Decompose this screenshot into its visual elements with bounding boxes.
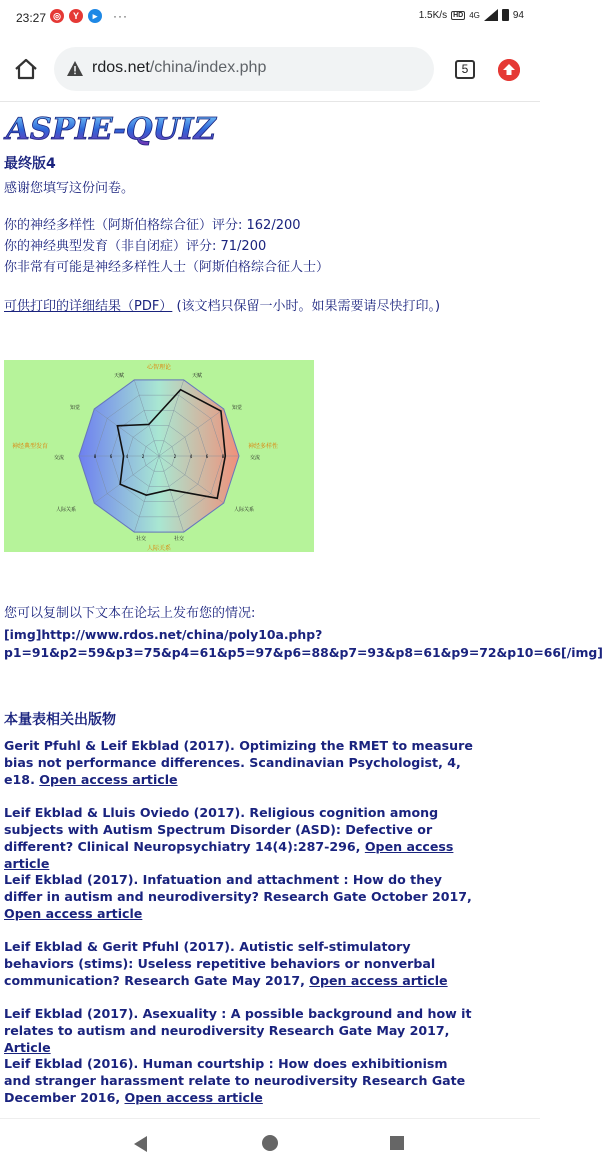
label-br2: 社交: [174, 536, 185, 542]
system-navigation-bar: [0, 1118, 540, 1170]
pdf-note: (该文档只保留一小时。如果需要请尽快打印。): [172, 299, 441, 314]
url-path: /china/index.php: [149, 59, 267, 76]
nt-score: 你的神经典型发育（非自闭症）评分: 71/200: [4, 239, 267, 254]
home-icon[interactable]: [14, 58, 38, 80]
radar-chart: [4, 360, 314, 552]
pdf-link[interactable]: 可供打印的详细结果（PDF）: [4, 299, 173, 314]
browser-toolbar: [0, 36, 540, 102]
label-right-small: 交流: [250, 455, 261, 461]
label-tl1: 天赋: [114, 373, 125, 379]
status-right: [419, 9, 524, 21]
logo-text: ASPIE-QUIZ: [2, 112, 218, 147]
recents-icon[interactable]: [390, 1136, 404, 1150]
thanks-text: 感谢您填写这份问卷。: [4, 181, 135, 196]
notification-app-icon: ◎: [50, 9, 64, 23]
more-notifications-icon: ···: [113, 9, 128, 23]
radar-tick-label: 6: [109, 454, 113, 459]
label-tr2: 知觉: [232, 405, 243, 411]
radar-grid: [79, 380, 239, 532]
publication-text: Gerit Pfuhl & Leif Ekblad (2017). Optimizing the RMET to measure bias not performance differences. Scandinavian Psychologist, 4, e18.: [4, 738, 473, 787]
publication-item: [4, 1005, 474, 1056]
publication-link[interactable]: Article: [4, 1040, 51, 1055]
update-icon[interactable]: [498, 59, 520, 81]
network-speed: 1.5K/s: [418, 9, 448, 21]
address-bar[interactable]: [54, 47, 434, 91]
share-code-line-1: [img]http://www.rdos.net/china/poly10a.php?: [4, 627, 323, 642]
nd-score: 你的神经多样性（阿斯伯格综合征）评分: 162/200: [4, 218, 301, 233]
share-intro: 您可以复制以下文本在论坛上发布您的情况:: [4, 606, 256, 621]
warning-icon[interactable]: [66, 60, 84, 78]
publication-link[interactable]: Open access article: [39, 772, 178, 787]
publication-link[interactable]: Open access article: [124, 1090, 263, 1105]
notification-y-icon: Y: [69, 9, 83, 23]
radar-chart-svg: [4, 360, 314, 552]
battery-icon: [502, 9, 509, 21]
radar-tick-label: 4: [125, 454, 129, 459]
radar-tick-label: 4: [189, 454, 193, 459]
notification-icons: [50, 9, 128, 23]
back-icon[interactable]: [134, 1136, 147, 1152]
publication-item: [4, 1055, 474, 1106]
publication-text: Leif Ekblad & Gerit Pfuhl (2017). Autistic self-stimulatory behaviors (stims): Useless repetitive behaviors or nonverbal communication? Research Gate May 2017,: [4, 939, 436, 988]
signal-icon: [484, 9, 498, 21]
publication-link[interactable]: Open access article: [4, 906, 143, 921]
status-time: 23:27: [16, 11, 47, 25]
hd-icon: HD: [453, 11, 464, 19]
publication-text: Leif Ekblad & Lluis Oviedo (2017). Religious cognition among subjects with Autism Spectrum Disorder (ASD): Defective or different? Clinical Neuropsychiatry 14(4):287-296,: [4, 805, 439, 854]
pdf-line: [4, 296, 474, 317]
label-left: 神经典型发育: [12, 443, 49, 450]
radar-tick-label: 8: [93, 454, 97, 459]
label-tl2: 知觉: [70, 405, 81, 411]
label-bl1: 人际关系: [56, 507, 77, 513]
url-text[interactable]: [92, 59, 266, 77]
publication-item: [4, 804, 474, 872]
radar-tick-label: 8: [221, 454, 225, 459]
publication-item: [4, 938, 474, 989]
publication-link[interactable]: Open access article: [4, 839, 454, 871]
share-code[interactable]: [4, 626, 603, 662]
publication-text: Leif Ekblad (2017). Asexuality : A possible background and how it relates to autism and neurodiversity Research Gate May 2017,: [4, 1006, 472, 1038]
aspie-quiz-logo: [4, 108, 219, 150]
publication-item: [4, 871, 474, 922]
notification-play-icon: ▸: [88, 9, 102, 23]
home-circle-icon[interactable]: [262, 1135, 278, 1151]
label-top: 心智理论: [146, 364, 172, 371]
publication-item: [4, 737, 474, 788]
label-bl2: 社交: [136, 536, 147, 542]
publication-link[interactable]: Open access article: [309, 973, 448, 988]
url-domain: rdos.net: [92, 59, 150, 76]
radar-tick-label: 2: [141, 454, 145, 459]
battery-level: 94: [512, 9, 524, 21]
version-label: 最终版4: [4, 156, 56, 172]
status-bar: [0, 0, 540, 36]
tab-switcher-button[interactable]: 5: [455, 60, 475, 79]
radar-tick-label: 2: [173, 454, 177, 459]
network-type: 4G: [469, 10, 480, 20]
label-left-small: 交流: [54, 455, 65, 461]
publication-text: Leif Ekblad (2016). Human courtship : How does exhibitionism and stranger harassment relate to neurodiversity Research Gate December 2016,: [4, 1056, 466, 1105]
conclusion-text: 你非常有可能是神经多样性人士（阿斯伯格综合征人士）: [4, 260, 330, 275]
publications-heading: 本量表相关出版物: [4, 712, 116, 728]
label-br1: 人际关系: [234, 507, 255, 513]
publication-text: Leif Ekblad (2017). Infatuation and attachment : How do they differ in autism and neurodiversity? Research Gate October 2017,: [4, 872, 472, 904]
radar-tick-label: 6: [205, 454, 209, 459]
label-bottom: 人际关系: [146, 545, 172, 552]
share-code-line-2: p1=91&p2=59&p3=75&p4=61&p5=97&p6=88&p7=93&p8=61&p9=72&p10=66[/img]: [4, 645, 603, 660]
label-right: 神经多样性: [248, 443, 279, 450]
label-tr1: 天赋: [192, 373, 203, 379]
